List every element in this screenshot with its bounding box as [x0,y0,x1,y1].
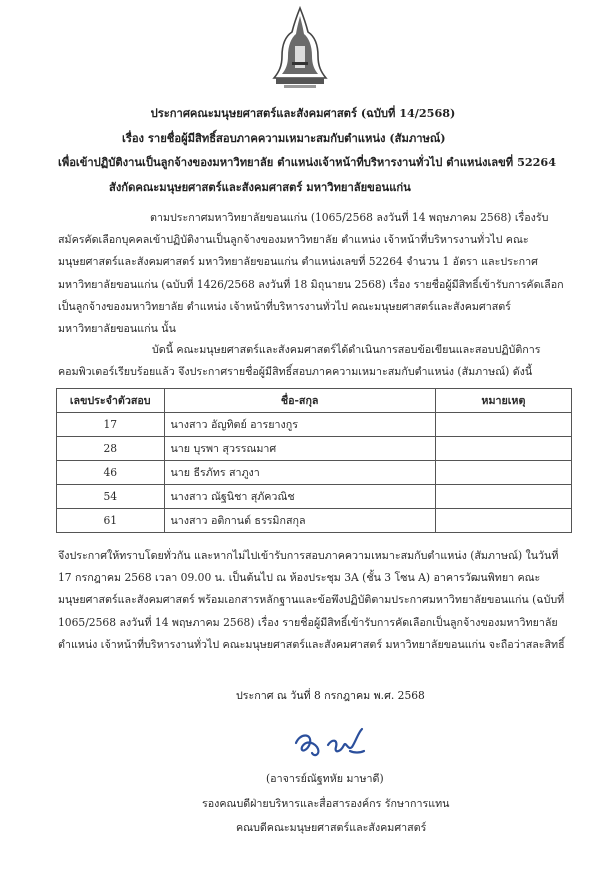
signer-position: รองคณบดีฝ่ายบริหารและสื่อสารองค์กร รักษาการแทน [202,797,450,810]
column-header-remark: หมายเหตุ [435,389,571,413]
column-header-exam-number: เลขประจำตัวสอบ [57,389,165,413]
table-row [57,413,572,437]
subject-line: เรื่อง รายชื่อผู้มีสิทธิ์สอบภาคความเหมาะสมกับตำแหน่ง (สัมภาษณ์) [122,130,446,145]
remark-cell [435,461,571,485]
table-header-row [57,389,572,413]
university-pagoda-seal-icon [270,6,330,90]
candidate-name-cell: นางสาว อติกานต์ ธรรมิกสกุล [164,509,435,533]
candidate-name-cell: นางสาว ณัฐนิชา สุภัควณิช [164,485,435,509]
candidate-table [56,388,572,533]
remark-cell [435,485,571,509]
remark-cell [435,437,571,461]
remark-cell [435,413,571,437]
exam-number-cell: 28 [57,437,165,461]
signer-organization: คณบดีคณะมนุษยศาสตร์และสังคมศาสตร์ [236,821,427,834]
candidate-name-cell: นาย บุรพา สุวรรณมาศ [164,437,435,461]
purpose-line: เพื่อเข้าปฏิบัติงานเป็นลูกจ้างของมหาวิทยาลัย ตำแหน่งเจ้าหน้าที่บริหารงานทั่วไป ตำแหน่งเลขที่ 52264 [58,155,556,169]
remark-cell [435,509,571,533]
announcement-number-title: ประกาศคณะมนุษยศาสตร์และสังคมศาสตร์ (ฉบับที่ 14/2568) [150,106,456,120]
candidate-name-cell: นาย ธีรภัทร สาภูงา [164,461,435,485]
body-paragraph-3: จึงประกาศให้ทราบโดยทั่วกัน และหากไม่ไปเข้ารับการสอบภาคความเหมาะสมกับตำแหน่ง (สัมภาษณ์) ในวันที่ 17 กรกฎาคม 2568 เวลา 09.00 น. เป็นต้นไป ณ ห้องประชุม 3A (ชั้น 3 โซน A) อาคารวัฒนพิทยา คณะมนุษยศาสตร์และสังคมศาสตร์ พร้อมเอกสารหลักฐานและข้อพึงปฏิบัติตามประกาศมหาวิทยาลัยขอนแก่น (ฉบับที่ 1065/2568 ลงวันที่ 14 พฤษภาคม 2568) เรื่อง รายชื่อผู้มีสิทธิ์เข้ารับการคัดเลือกเป็นลูกจ้างของมหาวิทยาลัย ตำแหน่ง เจ้าหน้าที่บริหารงานทั่วไป คณะมนุษยศาสตร์และสังคมศาสตร์ มหาวิทยาลัยขอนแก่น จะถือว่าสละสิทธิ์ [58,549,565,651]
document-header [58,101,556,199]
table-row [57,461,572,485]
table-row [57,485,572,509]
exam-number-cell: 17 [57,413,165,437]
affiliation-line: สังกัดคณะมนุษยศาสตร์และสังคมศาสตร์ มหาวิทยาลัยขอนแก่น [109,179,411,194]
body-paragraph-1: ตามประกาศมหาวิทยาลัยขอนแก่น (1065/2568 ลงวันที่ 14 พฤษภาคม 2568) เรื่องรับสมัครคัดเลือกบุคคลเข้าปฏิบัติงานเป็นลูกจ้างของมหาวิทยาลัย ตำแหน่ง เจ้าหน้าที่บริหารงานทั่วไป คณะมนุษยศาสตร์และสังคมศาสตร์ มหาวิทยาลัยขอนแก่น ตำแหน่งเลขที่ 52264 จำนวน 1 อัตรา และประกาศมหาวิทยาลัยขอนแก่น (ฉบับที่ 1426/2568 ลงวันที่ 18 มิถุนายน 2568) เรื่อง รายชื่อผู้มีสิทธิ์เข้ารับการคัดเลือกเป็นลูกจ้างของมหาวิทยาลัย ตำแหน่ง เจ้าหน้าที่บริหารงานทั่วไป คณะมนุษยศาสตร์และสังคมศาสตร์ มหาวิทยาลัยขอนแก่น นั้น [58,211,564,336]
signer-name: (อาจารย์ณัฐทหัย มาษาดี) [266,772,384,785]
body-paragraph-2: บัดนี้ คณะมนุษยศาสตร์และสังคมศาสตร์ได้ดำเนินการสอบข้อเขียนและสอบปฏิบัติการคอมพิวเตอร์เรียบร้อยแล้ว จึงประกาศรายชื่อผู้มีสิทธิ์สอบภาคความเหมาะสมกับตำแหน่ง (สัมภาษณ์) ดังนี้ [58,343,541,379]
exam-number-cell: 54 [57,485,165,509]
exam-number-cell: 61 [57,509,165,533]
handwritten-signature-icon [290,723,376,763]
column-header-name: ชื่อ-สกุล [164,389,435,413]
table-row [57,509,572,533]
exam-number-cell: 46 [57,461,165,485]
announcement-date: ประกาศ ณ วันที่ 8 กรกฎาคม พ.ศ. 2568 [236,689,425,702]
candidate-name-cell: นางสาว อัญทิตย์ อารยางกูร [164,413,435,437]
table-row [57,437,572,461]
